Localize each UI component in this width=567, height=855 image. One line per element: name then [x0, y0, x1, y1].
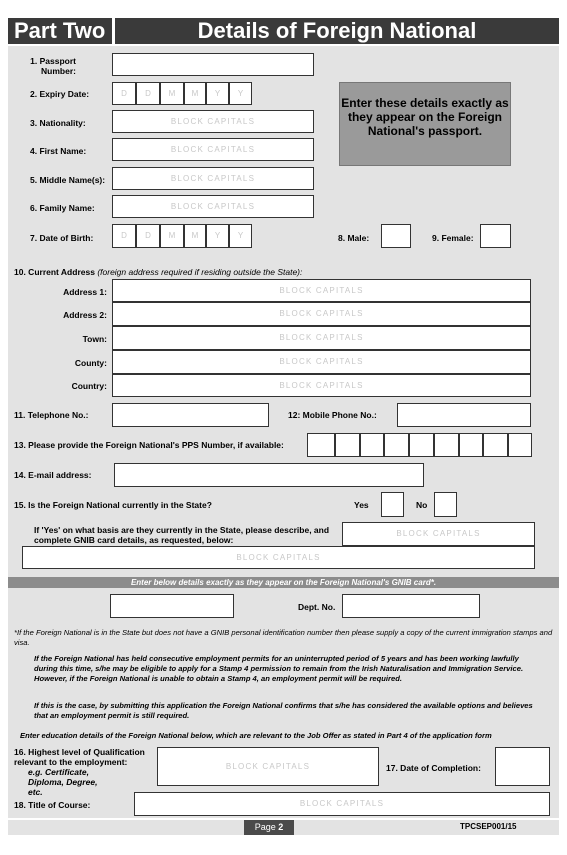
first-name-input[interactable]: BLOCK CAPITALS [112, 138, 314, 161]
form-reference: TPCSEP001/15 [460, 822, 517, 831]
in-state-label: 15. Is the Foreign National currently in the State? [14, 500, 212, 510]
town-label: Town: [82, 334, 107, 344]
dept-no-input[interactable] [342, 594, 480, 618]
course-label: 18. Title of Course: [14, 800, 91, 810]
address2-label: Address 2: [63, 310, 107, 320]
expiry-day-1[interactable]: D [112, 82, 136, 105]
pps-digit-1[interactable] [307, 433, 335, 457]
pps-digit-4[interactable] [384, 433, 409, 457]
basis-input-2[interactable]: BLOCK CAPITALS [22, 546, 535, 569]
middle-names-input[interactable]: BLOCK CAPITALS [112, 167, 314, 190]
pps-digit-7[interactable] [459, 433, 483, 457]
nationality-label: 3. Nationality: [30, 118, 86, 128]
county-label: County: [74, 358, 107, 368]
email-label: 14. E-mail address: [14, 470, 92, 480]
section-title: Details of Foreign National [115, 18, 559, 44]
course-input[interactable]: BLOCK CAPITALS [134, 792, 550, 816]
gnib-footnote: *If the Foreign National is in the State but does not have a GNIB personal identification number then please supply a copy of the current immigration stamps and visa. [14, 628, 553, 647]
passport-number-input[interactable] [112, 53, 314, 76]
expiry-year-1[interactable]: Y [206, 82, 229, 105]
country-label: Country: [71, 381, 107, 391]
male-label: 8. Male: [338, 233, 370, 243]
page-number: 2 [278, 822, 284, 832]
expiry-month-2[interactable]: M [184, 82, 206, 105]
no-checkbox[interactable] [434, 492, 457, 517]
telephone-input[interactable] [112, 403, 269, 427]
gnib-number-input[interactable] [110, 594, 234, 618]
dob-label: 7. Date of Birth: [30, 233, 94, 243]
yes-checkbox[interactable] [381, 492, 404, 517]
email-input[interactable] [114, 463, 424, 487]
expiry-day-2[interactable]: D [136, 82, 160, 105]
male-checkbox[interactable] [381, 224, 411, 248]
dob-year-2[interactable]: Y [229, 224, 252, 248]
country-input[interactable]: BLOCK CAPITALS [112, 374, 531, 397]
no-label: No [416, 500, 428, 510]
mobile-label: 12: Mobile Phone No.: [288, 410, 377, 420]
town-input[interactable]: BLOCK CAPITALS [112, 326, 531, 350]
expiry-month-1[interactable]: M [160, 82, 184, 105]
gnib-strip: Enter below details exactly as they appear on the Foreign National's GNIB card*. [8, 577, 559, 588]
address-heading-text: 10. Current Address [14, 267, 95, 277]
pps-label: 13. Please provide the Foreign National's PPS Number, if available: [14, 440, 284, 450]
address2-input[interactable]: BLOCK CAPITALS [112, 302, 531, 326]
pps-digit-8[interactable] [483, 433, 508, 457]
address1-label: Address 1: [63, 287, 107, 297]
family-name-input[interactable]: BLOCK CAPITALS [112, 195, 314, 218]
education-note: Enter education details of the Foreign National below, which are relevant to the Job Offer as stated in Part 4 of the application form [20, 731, 492, 740]
dob-day-1[interactable]: D [112, 224, 136, 248]
dob-year-1[interactable]: Y [206, 224, 229, 248]
expiry-label: 2. Expiry Date: [30, 89, 90, 99]
first-name-label: 4. First Name: [30, 146, 87, 156]
passport-label: 1. Passport Number: [30, 56, 76, 76]
pps-digit-3[interactable] [360, 433, 384, 457]
pps-digit-9[interactable] [508, 433, 532, 457]
address-heading [14, 267, 302, 277]
completion-label: 17. Date of Completion: [386, 763, 481, 773]
qualification-label-text: 16. Highest level of Qualification relevant to the employment: [14, 747, 145, 767]
address-heading-note: (foreign address required if residing outside the State): [97, 267, 303, 277]
stamp4-note: If the Foreign National has held consecutive employment permits for an uninterrupted period of 5 years and has been working lawfully during this time, s/he may be eligible to apply for a Stamp 4 permission to remain from the Irish Naturalisation and Immigration Service. However, if the Foreign National is unable to obtain a Stamp 4, an employment permit will be required. [34, 654, 524, 683]
middle-names-label: 5. Middle Name(s): [30, 175, 106, 185]
address1-input[interactable]: BLOCK CAPITALS [112, 279, 531, 302]
dept-no-label: Dept. No. [298, 602, 336, 612]
qualification-input[interactable]: BLOCK CAPITALS [157, 747, 379, 786]
county-input[interactable]: BLOCK CAPITALS [112, 350, 531, 374]
female-checkbox[interactable] [480, 224, 511, 248]
dob-month-1[interactable]: M [160, 224, 184, 248]
passport-notice: Enter these details exactly as they appear on the Foreign National's passport. [339, 82, 511, 166]
page-indicator [244, 820, 294, 835]
nationality-input[interactable]: BLOCK CAPITALS [112, 110, 314, 133]
pps-digit-6[interactable] [434, 433, 459, 457]
basis-input-1[interactable]: BLOCK CAPITALS [342, 522, 535, 546]
mobile-input[interactable] [397, 403, 531, 427]
family-name-label: 6. Family Name: [30, 203, 95, 213]
yes-label: Yes [354, 500, 369, 510]
basis-label: If 'Yes' on what basis are they currently in the State, please describe, and complete GNIB card details, as requested, below: [34, 525, 330, 545]
qualification-example: e.g. Certificate, Diploma, Degree, etc. [28, 767, 98, 797]
page-label: Page [254, 822, 276, 832]
part-label: Part Two [8, 18, 112, 44]
page-header [8, 18, 559, 44]
telephone-label: 11. Telephone No.: [14, 410, 89, 420]
female-label: 9. Female: [432, 233, 474, 243]
dob-day-2[interactable]: D [136, 224, 160, 248]
dob-month-2[interactable]: M [184, 224, 206, 248]
pps-digit-2[interactable] [335, 433, 360, 457]
pps-digit-5[interactable] [409, 433, 434, 457]
confirm-note: If this is the case, by submitting this application the Foreign National confirms that s/he has considered the available options and believes that an employment permit is still required. [34, 701, 533, 720]
expiry-year-2[interactable]: Y [229, 82, 252, 105]
completion-date-input[interactable] [495, 747, 550, 786]
qualification-label [14, 747, 154, 797]
